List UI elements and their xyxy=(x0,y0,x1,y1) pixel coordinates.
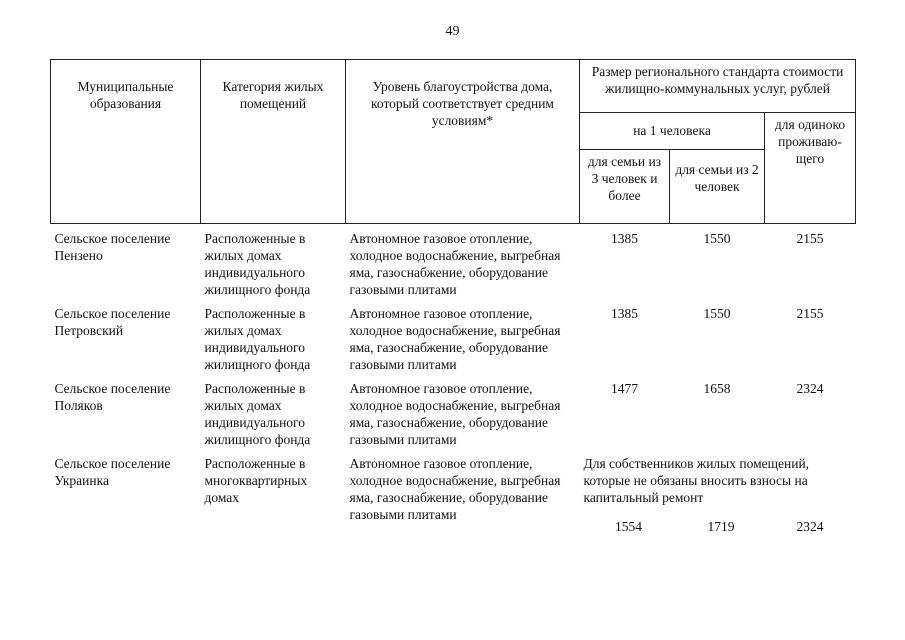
row-family-3-value: 1477 xyxy=(611,381,638,396)
row-values xyxy=(584,518,852,535)
row-note: Для собственников жилых помещений, которые не обязаны вносить взносы на капитальный ремонт xyxy=(583,456,810,505)
row-family-2-value: 1550 xyxy=(703,306,731,321)
row-amenities: Автономное газовое отопление, холодное водоснабжение, выгребная яма, газоснабжение, оборудование газовыми плитами xyxy=(349,231,561,297)
row-category: Расположенные в жилых домах индивидуального жилищного фонда xyxy=(204,306,311,372)
row-family-3-value: 1554 xyxy=(615,519,642,534)
row-amenities: Автономное газовое отопление, холодное водоснабжение, выгребная яма, газоснабжение, оборудование газовыми плитами xyxy=(349,381,561,447)
table-row xyxy=(51,305,856,380)
row-single-value: 2324 xyxy=(796,381,824,396)
row-category: Расположенные в жилых домах индивидуального жилищного фонда xyxy=(204,381,311,447)
row-municipality: Сельское поселение Поляков xyxy=(54,381,171,413)
table-row xyxy=(51,455,856,542)
header-category: Категория жилых помещений xyxy=(201,60,346,224)
header-amenities: Уровень благоустройства дома, который соответствует средним условиям* xyxy=(346,60,580,224)
row-note-cell xyxy=(580,455,856,542)
page-number: 49 xyxy=(445,24,460,39)
row-family-3-value: 1385 xyxy=(611,306,638,321)
header-family-2: для семьи из 2 человек xyxy=(670,150,765,224)
row-municipality: Сельское поселение Украинка xyxy=(54,456,171,488)
row-category: Расположенные в жилых домах индивидуального жилищного фонда xyxy=(204,231,311,297)
header-family-3: для семьи из 3 человек и более xyxy=(580,150,670,224)
header-per-person: на 1 человека xyxy=(580,113,765,150)
row-family-2-value: 1719 xyxy=(707,519,735,534)
header-single-resident: для одиноко проживаю-щего xyxy=(765,113,856,224)
row-amenities: Автономное газовое отопление, холодное водоснабжение, выгребная яма, газоснабжение, оборудование газовыми плитами xyxy=(349,306,561,372)
row-category: Расположенные в многоквартирных домах xyxy=(204,456,308,505)
row-single-value: 2155 xyxy=(796,231,824,246)
row-amenities: Автономное газовое отопление, холодное водоснабжение, выгребная яма, газоснабжение, оборудование газовыми плитами xyxy=(349,456,561,522)
header-standard-size: Размер регионального стандарта стоимости жилищно-коммунальных услуг, рублей xyxy=(580,60,856,113)
table-row xyxy=(51,380,856,455)
row-municipality: Сельское поселение Петровский xyxy=(54,306,171,338)
table-header xyxy=(51,60,856,224)
table-row xyxy=(51,224,856,306)
row-family-2-value: 1658 xyxy=(703,381,731,396)
header-municipality: Муниципальные образования xyxy=(51,60,201,224)
standard-table-container xyxy=(50,59,855,542)
row-family-3-value: 1385 xyxy=(611,231,638,246)
row-municipality: Сельское поселение Пензено xyxy=(54,231,171,263)
row-family-2-value: 1550 xyxy=(703,231,731,246)
table-body xyxy=(51,224,856,543)
standard-table xyxy=(50,59,856,542)
row-single-value: 2324 xyxy=(796,519,824,534)
row-single-value: 2155 xyxy=(796,306,824,321)
